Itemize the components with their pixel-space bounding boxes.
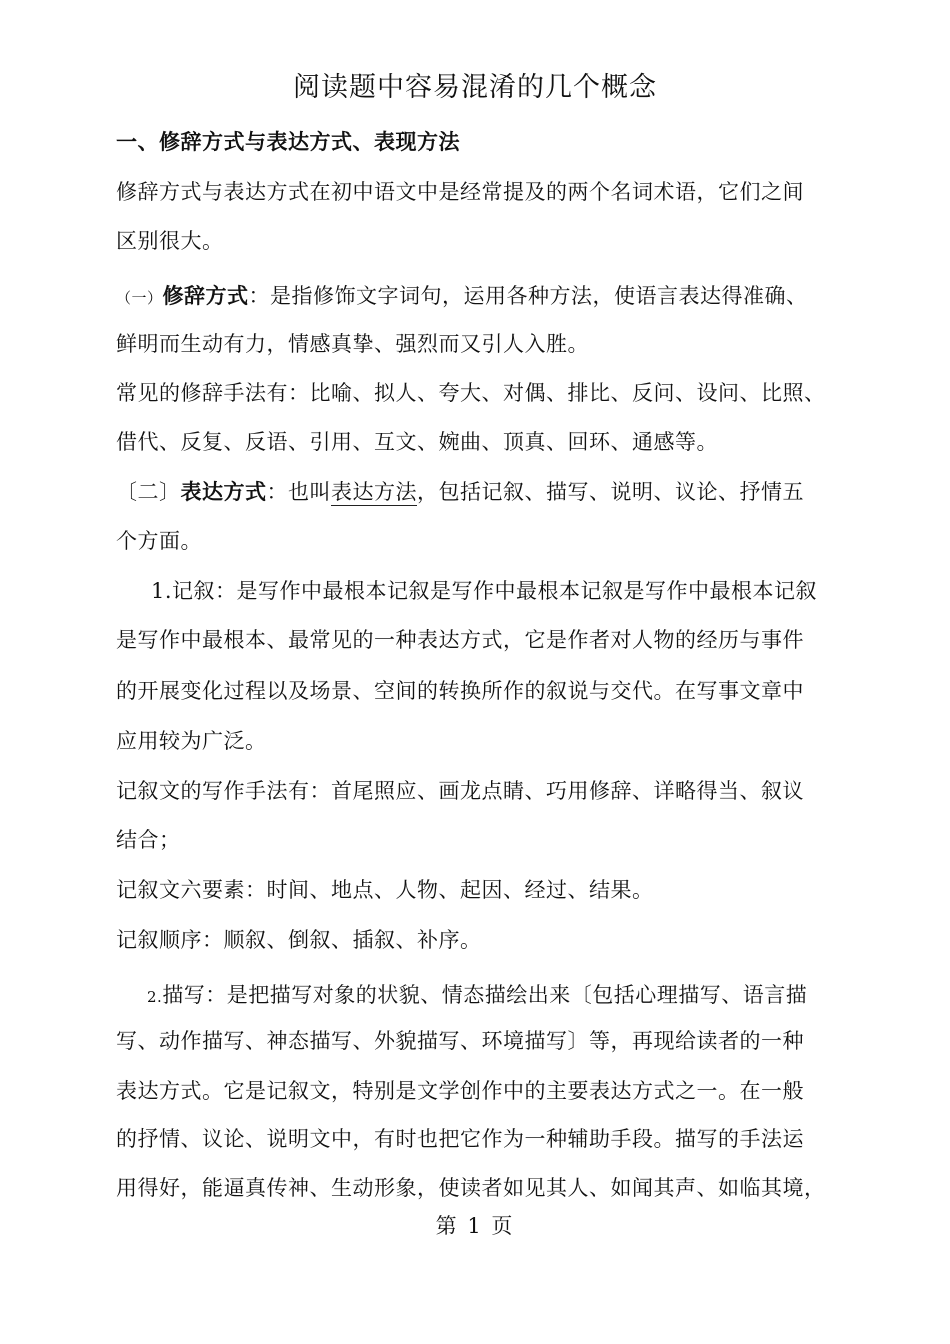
expression-post: ，包括记叙、描写、说明、议论、抒情五 — [417, 480, 804, 504]
rhetoric-term: 修辞方式 — [162, 283, 249, 308]
rhetoric-definition-line — [116, 282, 808, 312]
narration-elements-line: 记叙文六要素：时间、地点、人物、起因、经过、结果。 — [116, 878, 654, 902]
page-number: 第 1 页 — [435, 1214, 515, 1238]
narration-paragraph-line: 1.记叙：是写作中最根本记叙是写作中最根本记叙是写作中最根本记叙 — [151, 579, 818, 603]
expression-pre: ：也叫 — [266, 480, 331, 504]
narration-order-line: 记叙顺序：顺叙、倒叙、插叙、补序。 — [116, 928, 482, 952]
rhetoric-marker: （一） — [116, 289, 163, 307]
rhetoric-list-line: 借代、反复、反语、引用、互文、婉曲、顶真、回环、通感等。 — [116, 430, 718, 454]
rhetoric-definition: ：是指修饰文字词句，运用各种方法，使语言表达得准确、 — [248, 284, 808, 308]
description-paragraph-line: 表达方式。它是记叙文，特别是文学创作中的主要表达方式之一。在一般 — [116, 1079, 804, 1103]
narration-paragraph-line: 应用较为广泛。 — [116, 729, 267, 753]
intro-paragraph-line: 区别很大。 — [116, 229, 224, 253]
expression-definition-line: 个方面。 — [116, 529, 202, 553]
narration-techniques-line: 记叙文的写作手法有：首尾照应、画龙点睛、巧用修辞、详略得当、叙议 — [116, 779, 804, 803]
description-paragraph-line: 写、动作描写、神态描写、外貌描写、环境描写〕等，再现给读者的一种 — [116, 1029, 804, 1053]
description-paragraph-line: 的抒情、议论、说明文中，有时也把它作为一种辅助手段。描写的手法运 — [116, 1127, 804, 1151]
document-title: 阅读题中容易混淆的几个概念 — [293, 72, 657, 103]
description-paragraph-line: 用得好，能逼真传神、生动形象，使读者如见其人、如闻其声、如临其境， — [116, 1176, 826, 1200]
rhetoric-definition-line: 鲜明而生动有力，情感真挚、强烈而又引人入胜。 — [116, 332, 589, 356]
rhetoric-list-line: 常见的修辞手法有：比喻、拟人、夸大、对偶、排比、反问、设问、比照、 — [116, 381, 826, 405]
expression-underlined-term: 表达方法 — [331, 480, 417, 504]
narration-paragraph-line: 的开展变化过程以及场景、空间的转换所作的叙说与交代。在写事文章中 — [116, 679, 804, 703]
section-heading: 一、修辞方式与表达方式、表现方法 — [116, 129, 460, 154]
narration-techniques-line: 结合； — [116, 828, 181, 852]
intro-paragraph-line: 修辞方式与表达方式在初中语文中是经常提及的两个名词术语，它们之间 — [116, 180, 804, 204]
expression-term: 表达方式 — [180, 479, 267, 504]
narration-paragraph-line: 是写作中最根本、最常见的一种表达方式，它是作者对人物的经历与事件 — [116, 628, 804, 652]
expression-definition-line — [116, 478, 804, 506]
description-text: 描写：是把描写对象的状貌、情态描绘出来〔包括心理描写、语言描 — [162, 983, 808, 1007]
expression-marker: 〔二〕 — [116, 480, 181, 504]
description-number: 2. — [147, 988, 163, 1006]
description-paragraph-line — [147, 981, 807, 1011]
